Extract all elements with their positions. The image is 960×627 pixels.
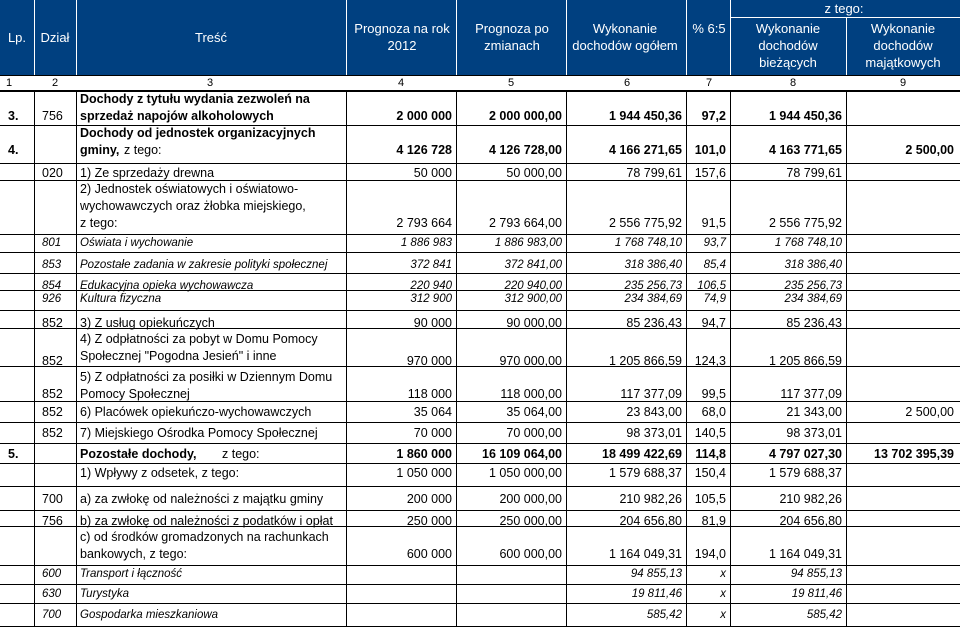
cell-c7: 101,0 bbox=[694, 143, 726, 157]
cell-c7: x bbox=[720, 568, 726, 580]
grid-line bbox=[456, 90, 457, 627]
row-dzial: 854 bbox=[42, 280, 62, 292]
cell-c4: 70 000 bbox=[413, 426, 452, 440]
cell-c6: 1 164 049,31 bbox=[609, 547, 682, 561]
col-num-1: 1 bbox=[6, 77, 13, 89]
header-tresc: Treść bbox=[194, 30, 228, 45]
cell-c4: 90 000 bbox=[413, 316, 452, 330]
row-dzial: 756 bbox=[42, 514, 63, 528]
row-separator bbox=[0, 163, 960, 164]
row-separator bbox=[0, 125, 960, 126]
cell-c4: 4 126 728 bbox=[396, 143, 452, 157]
row-separator bbox=[0, 603, 960, 604]
cell-c7: 140,5 bbox=[694, 426, 726, 440]
grid-line bbox=[76, 90, 77, 627]
cell-c7: 150,4 bbox=[694, 466, 726, 480]
cell-c4: 1 886 983 bbox=[400, 237, 452, 249]
row-text: Gospodarka mieszkaniowa bbox=[80, 609, 219, 621]
col-num-7: 7 bbox=[706, 77, 713, 89]
cell-c6: 1 205 866,59 bbox=[609, 354, 682, 368]
row-lp: 5. bbox=[8, 447, 19, 461]
row-text-suffix: z tego: bbox=[124, 143, 162, 157]
row-text: Dochody z tytułu wydania zezwoleń na bbox=[80, 92, 310, 106]
cell-c6: 204 656,80 bbox=[619, 514, 682, 528]
row-text: Pozostałe dochody, bbox=[80, 447, 197, 461]
cell-c4: 1 860 000 bbox=[396, 447, 452, 461]
cell-c8: 85 236,43 bbox=[786, 316, 842, 330]
row-text: 5) Z odpłatności za posiłki w Dziennym Domu bbox=[80, 370, 333, 384]
row-text: Dochody od jednostek organizacyjnych bbox=[80, 126, 316, 140]
cell-c8: 1 944 450,36 bbox=[769, 109, 842, 123]
row-text: z tego: bbox=[80, 216, 118, 230]
cell-c4: 372 841 bbox=[410, 259, 452, 271]
cell-c7: 194,0 bbox=[694, 547, 726, 561]
header-biezace: Wykonanie dochodów bieżących bbox=[755, 21, 821, 70]
grid-line bbox=[346, 90, 347, 627]
cell-c8: 1 164 049,31 bbox=[769, 547, 842, 561]
cell-c6: 85 236,43 bbox=[626, 316, 682, 330]
cell-c7: 99,5 bbox=[701, 387, 726, 401]
row-text: 3) Z usług opiekuńczych bbox=[80, 316, 215, 330]
col-num-2: 2 bbox=[52, 77, 59, 89]
cell-c7: 94,7 bbox=[701, 316, 726, 330]
row-text: gminy, bbox=[80, 143, 120, 157]
cell-c6: 4 166 271,65 bbox=[609, 143, 682, 157]
cell-c6: 98 373,01 bbox=[626, 426, 682, 440]
header-prognoza-rok: Prognoza na rok 2012 bbox=[354, 21, 450, 53]
row-dzial: 801 bbox=[42, 237, 62, 249]
row-text: Pomocy Społecznej bbox=[80, 387, 190, 401]
cell-c4: 35 064 bbox=[413, 405, 452, 419]
row-text: Oświata i wychowanie bbox=[80, 237, 194, 249]
cell-c7: 74,9 bbox=[703, 293, 726, 305]
cell-c5: 312 900,00 bbox=[504, 293, 562, 305]
row-dzial: 852 bbox=[42, 426, 63, 440]
row-separator bbox=[0, 401, 960, 402]
row-separator bbox=[0, 366, 960, 367]
cell-c9: 2 500,00 bbox=[905, 143, 954, 157]
row-text: Edukacyjna opieka wychowawcza bbox=[80, 280, 254, 292]
header-lp: Lp. bbox=[7, 30, 27, 45]
row-separator bbox=[0, 180, 960, 181]
cell-c7: 157,6 bbox=[694, 166, 726, 180]
cell-c4: 1 050 000 bbox=[396, 466, 452, 480]
row-separator bbox=[0, 565, 960, 566]
cell-c8: 1 205 866,59 bbox=[769, 354, 842, 368]
cell-c6: 318 386,40 bbox=[624, 259, 682, 271]
cell-c8: 4 797 027,30 bbox=[769, 447, 842, 461]
row-separator bbox=[0, 486, 960, 487]
row-text: sprzedaż napojów alkoholowych bbox=[80, 109, 274, 123]
cell-c8: 318 386,40 bbox=[784, 259, 842, 271]
row-dzial: 852 bbox=[42, 387, 63, 401]
cell-c7: 97,2 bbox=[701, 109, 726, 123]
cell-c8: 4 163 771,65 bbox=[769, 143, 842, 157]
cell-c6: 210 982,26 bbox=[619, 492, 682, 506]
cell-c8: 78 799,61 bbox=[786, 166, 842, 180]
row-dzial: 700 bbox=[42, 609, 62, 621]
cell-c7: 124,3 bbox=[694, 354, 726, 368]
cell-c6: 235 256,73 bbox=[624, 280, 682, 292]
row-separator bbox=[0, 328, 960, 329]
row-dzial: 020 bbox=[42, 166, 63, 180]
cell-c8: 98 373,01 bbox=[786, 426, 842, 440]
col-num-5: 5 bbox=[508, 77, 515, 89]
row-text: a) za zwłokę od należności z majątku gminy bbox=[80, 492, 324, 506]
row-text: Transport i łączność bbox=[80, 568, 183, 580]
cell-c5: 1 050 000,00 bbox=[489, 466, 562, 480]
cell-c8: 19 811,46 bbox=[791, 588, 842, 600]
cell-c7: 85,4 bbox=[703, 259, 726, 271]
cell-c8: 1 768 748,10 bbox=[774, 237, 842, 249]
cell-c5: 90 000,00 bbox=[506, 316, 562, 330]
cell-c4: 600 000 bbox=[406, 547, 452, 561]
cell-c6: 117 377,09 bbox=[620, 387, 682, 401]
cell-c5: 118 000,00 bbox=[500, 387, 562, 401]
row-lp: 3. bbox=[8, 109, 19, 123]
col-num-3: 3 bbox=[207, 77, 214, 89]
cell-c4: 970 000 bbox=[406, 354, 452, 368]
cell-c8: 235 256,73 bbox=[784, 280, 842, 292]
row-separator bbox=[0, 290, 960, 291]
cell-c6: 23 843,00 bbox=[626, 405, 682, 419]
cell-c7: 114,8 bbox=[695, 447, 726, 461]
row-dzial: 600 bbox=[42, 568, 62, 580]
cell-c9: 13 702 395,39 bbox=[874, 447, 954, 461]
cell-c6: 234 384,69 bbox=[624, 293, 682, 305]
row-dzial: 926 bbox=[42, 293, 62, 305]
row-dzial: 756 bbox=[42, 109, 63, 123]
row-text-suffix: z tego: bbox=[222, 447, 260, 461]
cell-c8: 210 982,26 bbox=[779, 492, 842, 506]
cell-c5: 1 886 983,00 bbox=[494, 237, 562, 249]
row-separator bbox=[0, 510, 960, 511]
row-text: 2) Jednostek oświatowych i oświatowo- bbox=[80, 182, 299, 196]
cell-c6: 2 556 775,92 bbox=[609, 216, 682, 230]
cell-c5: 250 000,00 bbox=[499, 514, 562, 528]
row-text: wychowawczych oraz żłobka miejskiego, bbox=[80, 199, 306, 213]
grid-line bbox=[730, 90, 731, 627]
cell-c4: 220 940 bbox=[410, 280, 452, 292]
row-dzial: 853 bbox=[42, 259, 62, 271]
cell-c7: 68,0 bbox=[701, 405, 726, 419]
row-separator bbox=[0, 90, 960, 91]
cell-c8: 204 656,80 bbox=[779, 514, 842, 528]
cell-c8: 585,42 bbox=[806, 609, 842, 621]
cell-c6: 78 799,61 bbox=[626, 166, 682, 180]
cell-c5: 70 000,00 bbox=[506, 426, 562, 440]
row-dzial: 852 bbox=[42, 354, 63, 368]
cell-c4: 200 000 bbox=[406, 492, 452, 506]
cell-c5: 2 000 000,00 bbox=[489, 109, 562, 123]
cell-c4: 2 793 664 bbox=[396, 216, 452, 230]
row-text: b) za zwłokę od należności z podatków i opłat bbox=[80, 514, 333, 528]
cell-c6: 1 768 748,10 bbox=[614, 237, 682, 249]
col-num-9: 9 bbox=[900, 77, 907, 89]
row-separator bbox=[0, 463, 960, 464]
cell-c4: 312 900 bbox=[410, 293, 452, 305]
cell-c8: 21 343,00 bbox=[786, 405, 842, 419]
cell-c5: 2 793 664,00 bbox=[489, 216, 562, 230]
cell-c8: 234 384,69 bbox=[784, 293, 842, 305]
cell-c5: 4 126 728,00 bbox=[489, 143, 562, 157]
row-separator bbox=[0, 526, 960, 527]
row-text: Turystyka bbox=[80, 588, 129, 600]
col-num-8: 8 bbox=[790, 77, 797, 89]
col-num-6: 6 bbox=[624, 77, 631, 89]
row-dzial: 852 bbox=[42, 405, 63, 419]
grid-line bbox=[34, 90, 35, 627]
header-majatkowe: Wykonanie dochodów majątkowych bbox=[865, 21, 941, 70]
row-separator bbox=[0, 443, 960, 444]
cell-c7: 81,9 bbox=[701, 514, 726, 528]
row-text: 4) Z odpłatności za pobyt w Domu Pomocy bbox=[80, 332, 318, 346]
row-text: bankowych, z tego: bbox=[80, 547, 188, 561]
header-pct: % 6:5 bbox=[692, 21, 726, 36]
cell-c7: 91,5 bbox=[701, 216, 726, 230]
col-num-4: 4 bbox=[398, 77, 405, 89]
row-text: 6) Placówek opiekuńczo-wychowawczych bbox=[80, 405, 312, 419]
row-text: 7) Miejskiego Ośrodka Pomocy Społecznej bbox=[80, 426, 318, 440]
cell-c5: 372 841,00 bbox=[504, 259, 562, 271]
cell-c6: 19 811,46 bbox=[631, 588, 682, 600]
header-prognoza-po: Prognoza po zmianach bbox=[475, 21, 549, 53]
cell-c7: 105,5 bbox=[694, 492, 726, 506]
cell-c5: 220 940,00 bbox=[504, 280, 562, 292]
cell-c6: 1 944 450,36 bbox=[609, 109, 682, 123]
row-text: Społecznej "Pogodna Jesień" i inne bbox=[80, 349, 277, 363]
cell-c6: 585,42 bbox=[646, 609, 682, 621]
row-separator bbox=[0, 422, 960, 423]
cell-c7: x bbox=[720, 588, 726, 600]
cell-c5: 200 000,00 bbox=[499, 492, 562, 506]
header-wykonanie: Wykonanie dochodów ogółem bbox=[572, 21, 678, 53]
cell-c6: 94 855,13 bbox=[630, 568, 682, 580]
cell-c8: 2 556 775,92 bbox=[769, 216, 842, 230]
cell-c4: 50 000 bbox=[413, 166, 452, 180]
row-dzial: 630 bbox=[42, 588, 62, 600]
row-dzial: 700 bbox=[42, 492, 63, 506]
cell-c5: 970 000,00 bbox=[499, 354, 562, 368]
grid-line bbox=[686, 90, 687, 627]
header-dzial: Dział bbox=[40, 30, 70, 45]
row-text: Kultura fizyczna bbox=[80, 293, 162, 305]
cell-c7: 93,7 bbox=[703, 237, 726, 249]
cell-c4: 2 000 000 bbox=[396, 109, 452, 123]
cell-c4: 250 000 bbox=[406, 514, 452, 528]
cell-c5: 50 000,00 bbox=[506, 166, 562, 180]
cell-c6: 18 499 422,69 bbox=[602, 447, 682, 461]
cell-c9: 2 500,00 bbox=[905, 405, 954, 419]
header-z-tego: z tego: bbox=[824, 1, 864, 16]
grid-line bbox=[566, 90, 567, 627]
cell-c8: 1 579 688,37 bbox=[769, 466, 842, 480]
row-separator bbox=[0, 310, 960, 311]
cell-c5: 600 000,00 bbox=[499, 547, 562, 561]
cell-c6: 1 579 688,37 bbox=[609, 466, 682, 480]
row-text: 1) Ze sprzedaży drewna bbox=[80, 166, 215, 180]
row-separator bbox=[0, 273, 960, 274]
cell-c5: 35 064,00 bbox=[506, 405, 562, 419]
cell-c8: 94 855,13 bbox=[790, 568, 842, 580]
row-separator bbox=[0, 252, 960, 253]
row-separator bbox=[0, 234, 960, 235]
grid-line bbox=[846, 90, 847, 627]
cell-c5: 16 109 064,00 bbox=[482, 447, 562, 461]
row-dzial: 852 bbox=[42, 316, 63, 330]
cell-c8: 117 377,09 bbox=[780, 387, 842, 401]
table-header bbox=[0, 0, 960, 75]
row-text: c) od środków gromadzonych na rachunkach bbox=[80, 530, 329, 544]
cell-c4: 118 000 bbox=[407, 387, 452, 401]
row-text: 1) Wpływy z odsetek, z tego: bbox=[80, 466, 240, 480]
cell-c7: 106,5 bbox=[697, 280, 726, 292]
row-lp: 4. bbox=[8, 143, 19, 157]
cell-c7: x bbox=[720, 609, 726, 621]
row-separator bbox=[0, 584, 960, 585]
row-text: Pozostałe zadania w zakresie polityki społecznej bbox=[80, 259, 328, 271]
